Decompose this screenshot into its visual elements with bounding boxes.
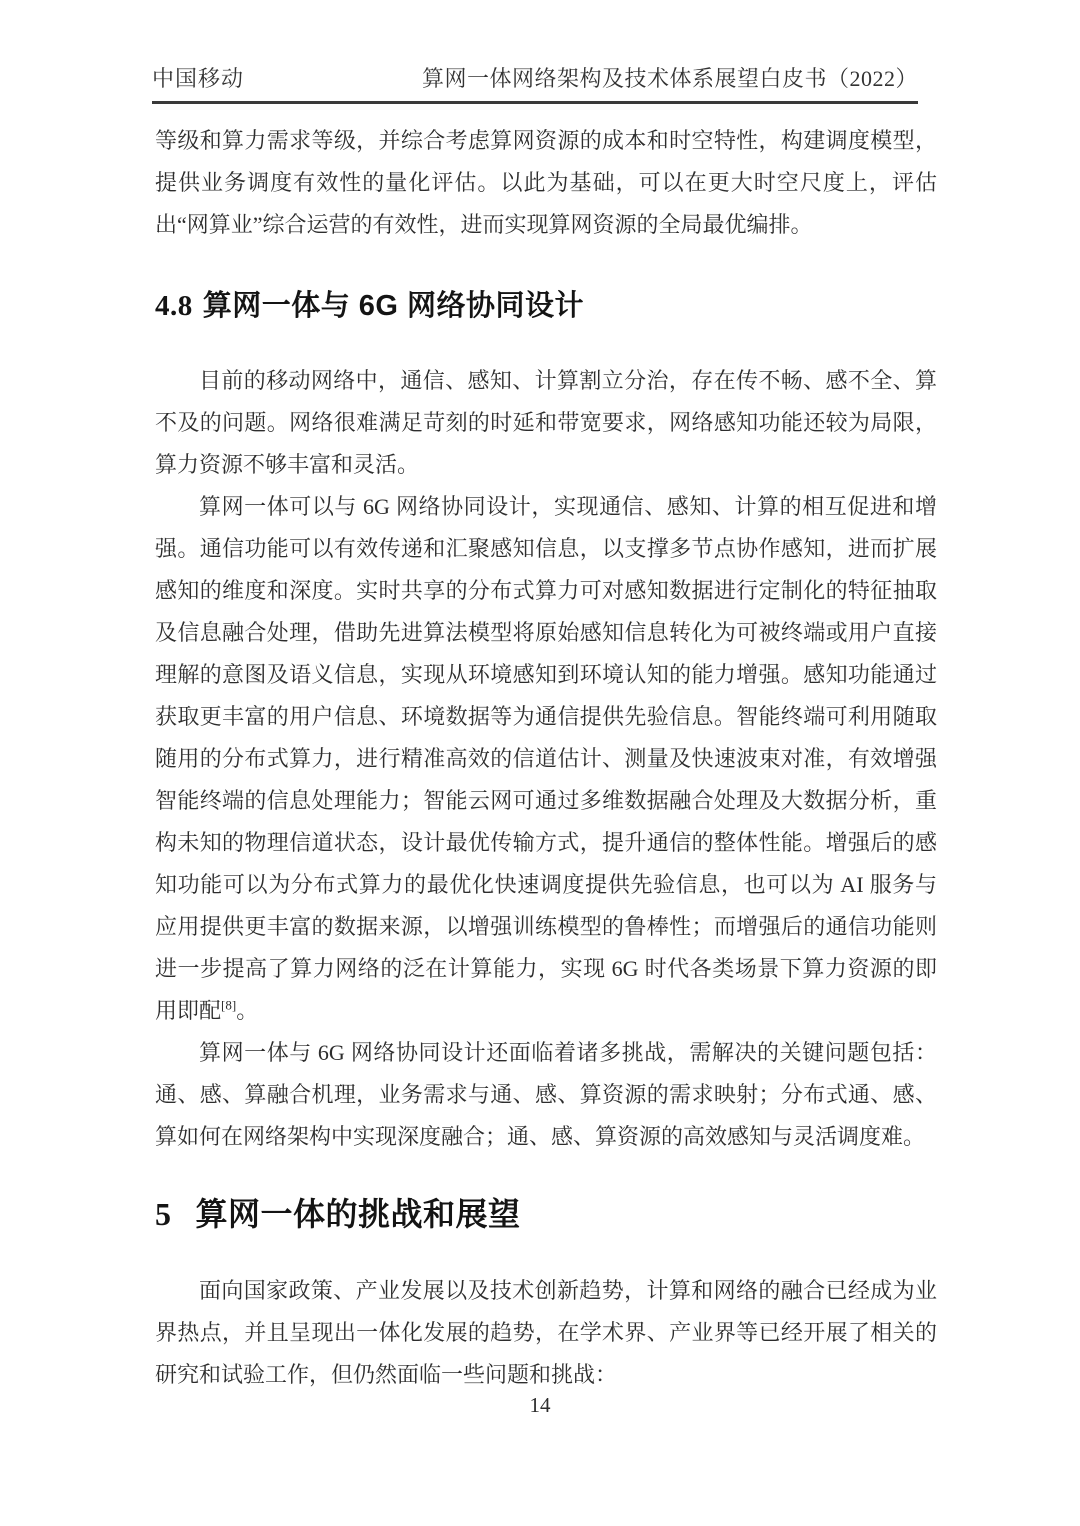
- section-4-8-paragraph-2-tail: 。: [236, 998, 259, 1023]
- section-4-8-title: 算网一体与 6G 网络协同设计: [202, 290, 585, 322]
- page-header: [152, 66, 918, 104]
- section-4-8-heading: [155, 286, 937, 326]
- header-brand: 中国移动: [152, 66, 245, 91]
- section-4-8-paragraph-2-text: 算网一体可以与 6G 网络协同设计，实现通信、感知、计算的相互促进和增强。通信功能可以有效传递和汇聚感知信息，以支撑多节点协作感知，进而扩展感知的维度和深度。实时共享的分布式算力可对感知数据进行定制化的特征抽取及信息融合处理，借助先进算法模型将原始感知信息转化为可被终端或用户直接理解的意图及语义信息，实现从环境感知到环境认知的能力增强。感知功能通过获取更丰富的用户信息、环境数据等为通信提供先验信息。智能终端可利用随取随用的分布式算力，进行精准高效的信道估计、测量及快速波束对准，有效增强智能终端的信息处理能力；智能云网可通过多维数据融合处理及大数据分析，重构未知的物理信道状态，设计最优传输方式，提升通信的整体性能。增强后的感知功能可以为分布式算力的最优化快速调度提供先验信息，也可以为 AI 服务与应用提供更丰富的数据来源，以增强训练模型的鲁棒性；而增强后的通信功能则进一步提高了算力网络的泛在计算能力，实现 6G 时代各类场景下算力资源的即用即配: [155, 494, 937, 1023]
- citation-ref-8: [8]: [221, 997, 237, 1013]
- section-4-8-paragraph-1: 目前的移动网络中，通信、感知、计算割立分治，存在传不畅、感不全、算不及的问题。网络很难满足苛刻的时延和带宽要求，网络感知功能还较为局限，算力资源不够丰富和灵活。: [155, 368, 937, 477]
- paragraph-continuation: 等级和算力需求等级，并综合考虑算网资源的成本和时空特性，构建调度模型，提供业务调度有效性的量化评估。以此为基础，可以在更大时空尺度上，评估出“网算业”综合运营的有效性，进而实现算网资源的全局最优编排。: [155, 128, 937, 237]
- section-5-number: 5: [155, 1196, 172, 1232]
- section-4-8-number: 4.8: [155, 290, 193, 322]
- page-number: 14: [529, 1393, 551, 1417]
- page-footer: [0, 1390, 1080, 1420]
- header-doc-title: 算网一体网络架构及技术体系展望白皮书（2022）: [421, 66, 918, 91]
- section-4-8-paragraph-2: [155, 486, 937, 1032]
- section-4-8-paragraph-3: 算网一体与 6G 网络协同设计还面临着诸多挑战，需解决的关键问题包括：通、感、算融合机理，业务需求与通、感、算资源的需求映射；分布式通、感、算如何在网络架构中实现深度融合；通、感、算资源的高效感知与灵活调度难。: [155, 1040, 937, 1149]
- section-5-title: 算网一体的挑战和展望: [195, 1196, 521, 1232]
- section-5-heading: [155, 1192, 937, 1236]
- section-5-paragraph-1: 面向国家政策、产业发展以及技术创新趋势，计算和网络的融合已经成为业界热点，并且呈现出一体化发展的趋势，在学术界、产业界等已经开展了相关的研究和试验工作，但仍然面临一些问题和挑战：: [155, 1278, 937, 1387]
- page-body: [155, 120, 937, 1396]
